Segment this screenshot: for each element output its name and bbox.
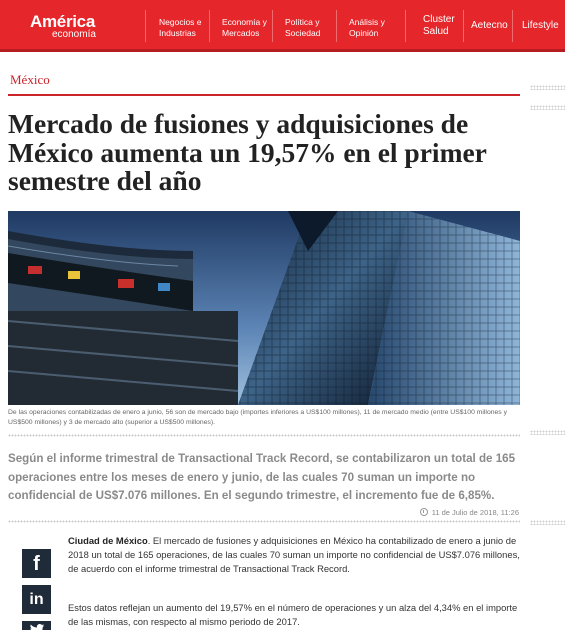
publish-date xyxy=(420,508,519,517)
publish-date-text: 11 de Julio de 2018, 11:26 xyxy=(431,508,519,517)
nav-divider xyxy=(272,10,273,42)
linkedin-share-button[interactable] xyxy=(22,585,51,614)
logo-main-text: América xyxy=(30,12,95,31)
sidebar-fragment xyxy=(530,520,565,525)
nav-divider xyxy=(512,10,513,42)
photo-caption: De las operaciones contabilizadas de enero a junio, 56 son de mercado bajo (importes inferiores a US$100 millones), 11 de mercado medio (entre US$100 millones y US$500 millones) y 3 de mercado alto (superior a US$500 millones). xyxy=(8,409,507,426)
nav-item-negocios[interactable]: Negocios e Industrias xyxy=(159,17,202,38)
nav-item-politica[interactable]: Política y Sociedad xyxy=(285,17,321,38)
article-lead: Según el informe trimestral de Transactional Track Record, se contabilizaron un total de 165 operaciones entre los meses de enero y junio, de las cuales 70 suman un importe no confidencial de US$7.076 millones. En el segundo trimestre, el incremento fue de 6,85%. xyxy=(8,452,516,502)
article-photo xyxy=(8,211,520,405)
article-headline: Mercado de fusiones y adquisiciones de México aumenta un 19,57% en el primer semestre del año xyxy=(8,108,487,196)
nav-item-analisis[interactable]: Análisis y Opinión xyxy=(349,17,385,38)
sidebar-fragment xyxy=(530,105,565,110)
paragraph-1-text: . El mercado de fusiones y adquisiciones en México ha contabilizado de enero a junio de 2018 un total de 165 operaciones, de las cuales 70 suman un importe no confidencial de US$7.076 millones, de acuerdo con el informe trimestral de Transactional Track Record. xyxy=(68,535,520,575)
nav-divider xyxy=(145,10,146,42)
article-dateline: Ciudad de México xyxy=(68,535,148,546)
sidebar-fragment xyxy=(530,85,565,90)
section-divider xyxy=(8,94,520,96)
nav-item-aetecno[interactable]: Aetecno xyxy=(471,20,508,31)
nav-divider xyxy=(209,10,210,42)
nav-divider xyxy=(405,10,406,42)
twitter-share-button[interactable] xyxy=(22,621,51,630)
article-paragraph-2: Estos datos reflejan un aumento del 19,57% en el número de operaciones y un alza del 4,34% en el importe de las mismas, con respecto al mismo periodo de 2017. xyxy=(68,602,518,628)
nav-item-cluster-salud[interactable]: Cluster Salud xyxy=(423,14,455,37)
site-logo[interactable] xyxy=(30,13,96,40)
nav-divider xyxy=(463,10,464,42)
article-paragraph-1 xyxy=(68,534,520,577)
nav-item-lifestyle[interactable]: Lifestyle xyxy=(522,20,559,31)
logo-sub-text: economía xyxy=(52,29,96,40)
sidebar-fragment xyxy=(530,430,565,435)
nav-item-economia[interactable]: Economía y Mercados xyxy=(222,17,267,38)
clock-icon xyxy=(420,508,428,516)
twitter-icon xyxy=(29,624,45,630)
nav-divider xyxy=(336,10,337,42)
linkedin-icon: in xyxy=(29,591,44,608)
caption-divider xyxy=(8,434,520,437)
top-navbar xyxy=(0,0,565,52)
section-label[interactable]: México xyxy=(10,72,50,87)
facebook-share-button[interactable] xyxy=(22,549,51,578)
date-divider xyxy=(8,520,520,523)
facebook-icon: f xyxy=(33,553,40,575)
